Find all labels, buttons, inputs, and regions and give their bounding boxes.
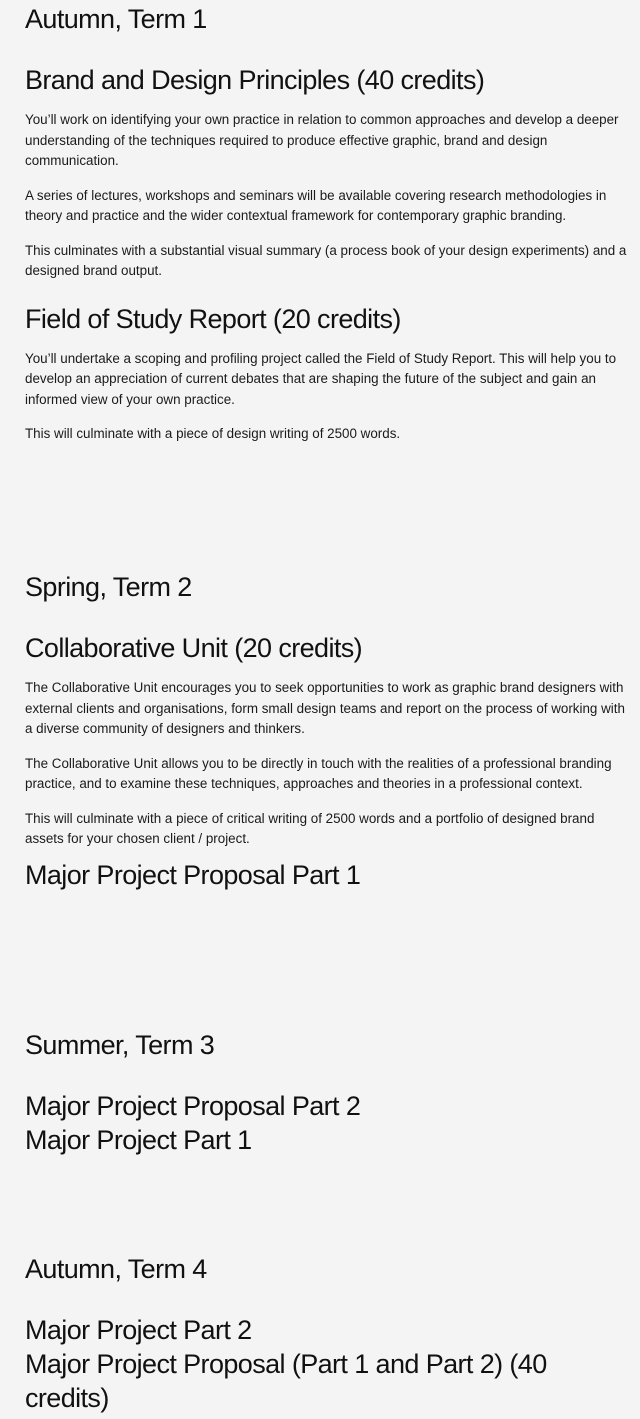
module-paragraph: This will culminate with a piece of critical writing of 2500 words and a portfolio of designed brand assets for your chosen client / project. [25, 810, 595, 846]
module-title-major-project-proposal-40-credits: Major Project Proposal (Part 1 and Part 2) (40 credits) [25, 1349, 547, 1413]
module-paragraph: You’ll work on identifying your own practice in relation to common approaches and develop a deeper understanding of the techniques required to produce effective graphic, brand and design communication. [25, 112, 619, 168]
term-section-summer-term-3 [25, 1029, 628, 1157]
term-title: Summer, Term 3 [25, 1030, 215, 1060]
module-paragraph: The Collaborative Unit allows you to be directly in touch with the realities of a professional branding practice, and to examine these techniques, approaches and theories in a professional context. [25, 755, 612, 791]
module-paragraph: A series of lectures, workshops and seminars will be available covering research methodologies in theory and practice and the wider contextual framework for contemporary graphic branding. [25, 187, 607, 223]
module-title: Brand and Design Principles (40 credits) [25, 65, 485, 95]
module-paragraph: This will culminate with a piece of design writing of 2500 words. [25, 426, 401, 441]
module-paragraph: The Collaborative Unit encourages you to seek opportunities to work as graphic brand designers with external clients and organisations, form small design teams and report on the process of working with a diverse community of designers and thinkers. [25, 680, 625, 736]
term-title: Autumn, Term 4 [25, 1254, 207, 1284]
term-section-autumn-term-4 [25, 1253, 628, 1415]
term-title: Spring, Term 2 [25, 572, 192, 602]
module-paragraph: You’ll undertake a scoping and profiling project called the Field of Study Report. This will help you to develop an appreciation of current debates that are shaping the future of the subject and gain an informed view of your own practice. [25, 350, 617, 407]
module-title-major-project-part-2: Major Project Part 2 [25, 1315, 252, 1345]
module-title-major-project-proposal-part-2: Major Project Proposal Part 2 [25, 1091, 361, 1121]
term-section-spring-term-2 [25, 571, 628, 892]
module-title-major-project-proposal-part-1: Major Project Proposal Part 1 [25, 859, 361, 890]
module-title: Collaborative Unit (20 credits) [25, 633, 363, 663]
module-paragraph: This culminates with a substantial visual summary (a process book of your design experiments) and a designed brand output. [25, 242, 627, 278]
module-title: Field of Study Report (20 credits) [25, 303, 401, 334]
module-field-of-study-report [25, 302, 628, 445]
term-title: Autumn, Term 1 [25, 4, 207, 34]
module-brand-and-design-principles [25, 63, 628, 282]
module-collaborative-unit [25, 631, 628, 850]
module-title-major-project-part-1: Major Project Part 1 [25, 1125, 252, 1155]
term-section-autumn-term-1 [25, 3, 628, 465]
